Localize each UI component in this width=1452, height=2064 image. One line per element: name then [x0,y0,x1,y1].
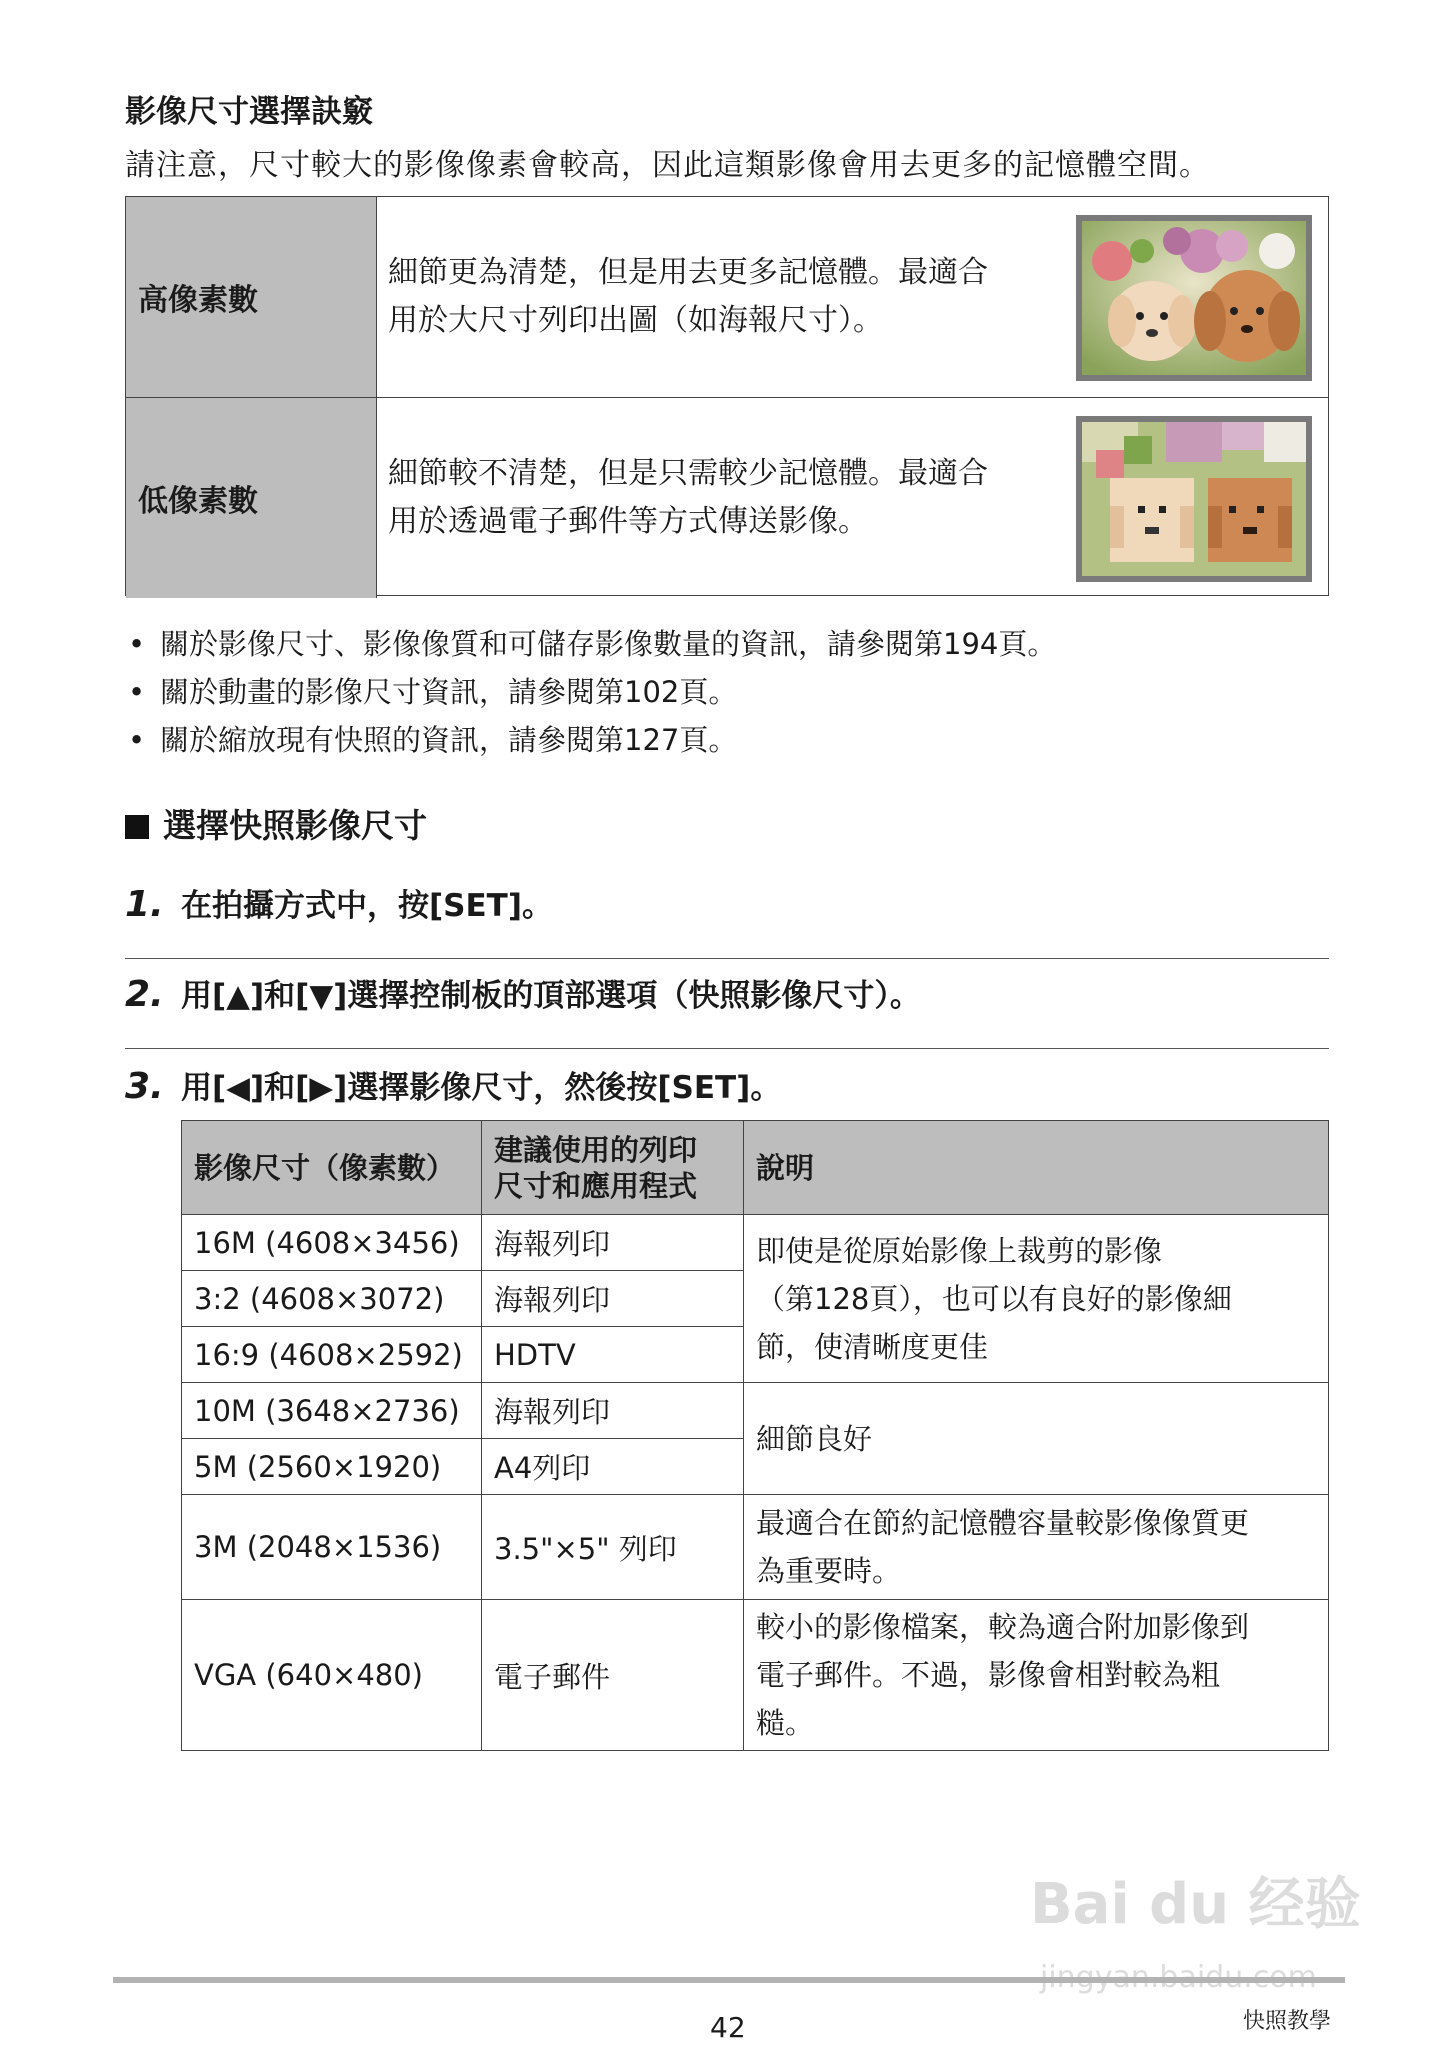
step-1 [125,880,553,925]
sharp-puppies-photo [1076,215,1312,381]
list-item: • 關於動畫的影像尺寸資訊，請參閱第102頁。 [128,668,1056,716]
description-line: 電子郵件。不過，影像會相對較為粗 [756,1658,1221,1692]
divider [125,958,1329,959]
step-text: 在拍攝方式中，按[SET]。 [181,888,553,924]
description-line: 較小的影像檔案，較為適合附加影像到 [756,1610,1250,1644]
table-row [182,1600,1329,1751]
row-label-cell [126,398,377,598]
description-cell [744,1215,1329,1383]
description-cell [744,1600,1329,1751]
step-number: 3. [125,1066,164,1107]
row-label: 高像素數 [138,283,258,318]
description-line: （第128頁），也可以有良好的影像細 [756,1281,1232,1316]
section-title: 選擇快照影像尺寸 [163,806,427,845]
tips-heading: 影像尺寸選擇訣竅 [125,94,373,130]
section-heading [125,800,427,847]
use-cell: HDTV [482,1327,744,1383]
size-cell: VGA (640×480) [182,1600,482,1751]
high-pixel-row [126,197,1328,397]
header-cell: 影像尺寸（像素數） [182,1121,482,1215]
list-item: • 關於縮放現有快照的資訊，請參閱第127頁。 [128,716,1056,764]
use-cell: 海報列印 [482,1271,744,1327]
description-cell: 細節良好 [744,1383,1329,1495]
row-description-line: 細節較不清楚，但是只需較少記憶體。最適合 [388,456,988,491]
square-bullet-icon [125,815,149,839]
row-description-line: 細節更為清楚，但是用去更多記憶體。最適合 [388,255,988,290]
row-description-line: 用於透過電子郵件等方式傳送影像。 [388,504,868,539]
footer-rule [113,1977,1345,1983]
header-cell [482,1121,744,1215]
table-row [182,1215,1329,1271]
row-description-line: 用於大尺寸列印出圖（如海報尺寸）。 [388,303,883,338]
header-cell: 說明 [744,1121,1329,1215]
table-header-row [182,1121,1329,1215]
pixel-count-table [125,196,1329,596]
description-cell [744,1495,1329,1600]
row-description [388,249,1068,345]
size-cell: 16M (4608×3456) [182,1215,482,1271]
size-cell: 3:2 (4608×3072) [182,1271,482,1327]
step-number: 2. [125,974,164,1015]
header-line: 建議使用的列印 [494,1132,698,1167]
size-cell: 3M (2048×1536) [182,1495,482,1600]
step-3 [125,1062,781,1107]
divider [125,1048,1329,1049]
description-line: 為重要時。 [756,1554,902,1588]
size-cell: 5M (2560×1920) [182,1439,482,1495]
description-line: 即使是從原始影像上裁剪的影像 [756,1233,1163,1268]
reference-bullets [128,620,1056,764]
use-cell: 海報列印 [482,1383,744,1439]
description-line: 最適合在節約記憶體容量較影像像質更 [756,1506,1250,1540]
use-cell: 電子郵件 [482,1600,744,1751]
use-cell: 3.5"×5" 列印 [482,1495,744,1600]
row-label: 低像素數 [138,484,258,519]
page-number: 42 [710,2011,746,2044]
use-cell: A4列印 [482,1439,744,1495]
description-line: 節，使清晰度更佳 [756,1329,989,1364]
image-size-table [181,1120,1329,1751]
low-pixel-row [126,397,1328,598]
pixelated-puppies-photo [1076,416,1312,582]
use-cell: 海報列印 [482,1215,744,1271]
description-line: 糙。 [756,1706,815,1740]
size-cell: 16:9 (4608×2592) [182,1327,482,1383]
step-text: 用[▲]和[▼]選擇控制板的頂部選項（快照影像尺寸）。 [181,978,921,1014]
watermark-logo: Bai du 经验 [1030,1872,1361,1937]
size-cell: 10M (3648×2736) [182,1383,482,1439]
step-number: 1. [125,884,164,925]
table-row [182,1383,1329,1439]
row-description [388,450,1068,546]
step-2 [125,970,921,1015]
step-text: 用[◀]和[▶]選擇影像尺寸，然後按[SET]。 [181,1070,782,1106]
intro-text: 請注意，尺寸較大的影像像素會較高，因此這類影像會用去更多的記憶體空間。 [125,148,1210,183]
header-line: 尺寸和應用程式 [494,1168,698,1203]
footer-label: 快照教學 [1243,2009,1332,2034]
row-label-cell [126,197,377,397]
table-row [182,1495,1329,1600]
list-item: • 關於影像尺寸、影像像質和可儲存影像數量的資訊，請參閱第194頁。 [128,620,1056,668]
